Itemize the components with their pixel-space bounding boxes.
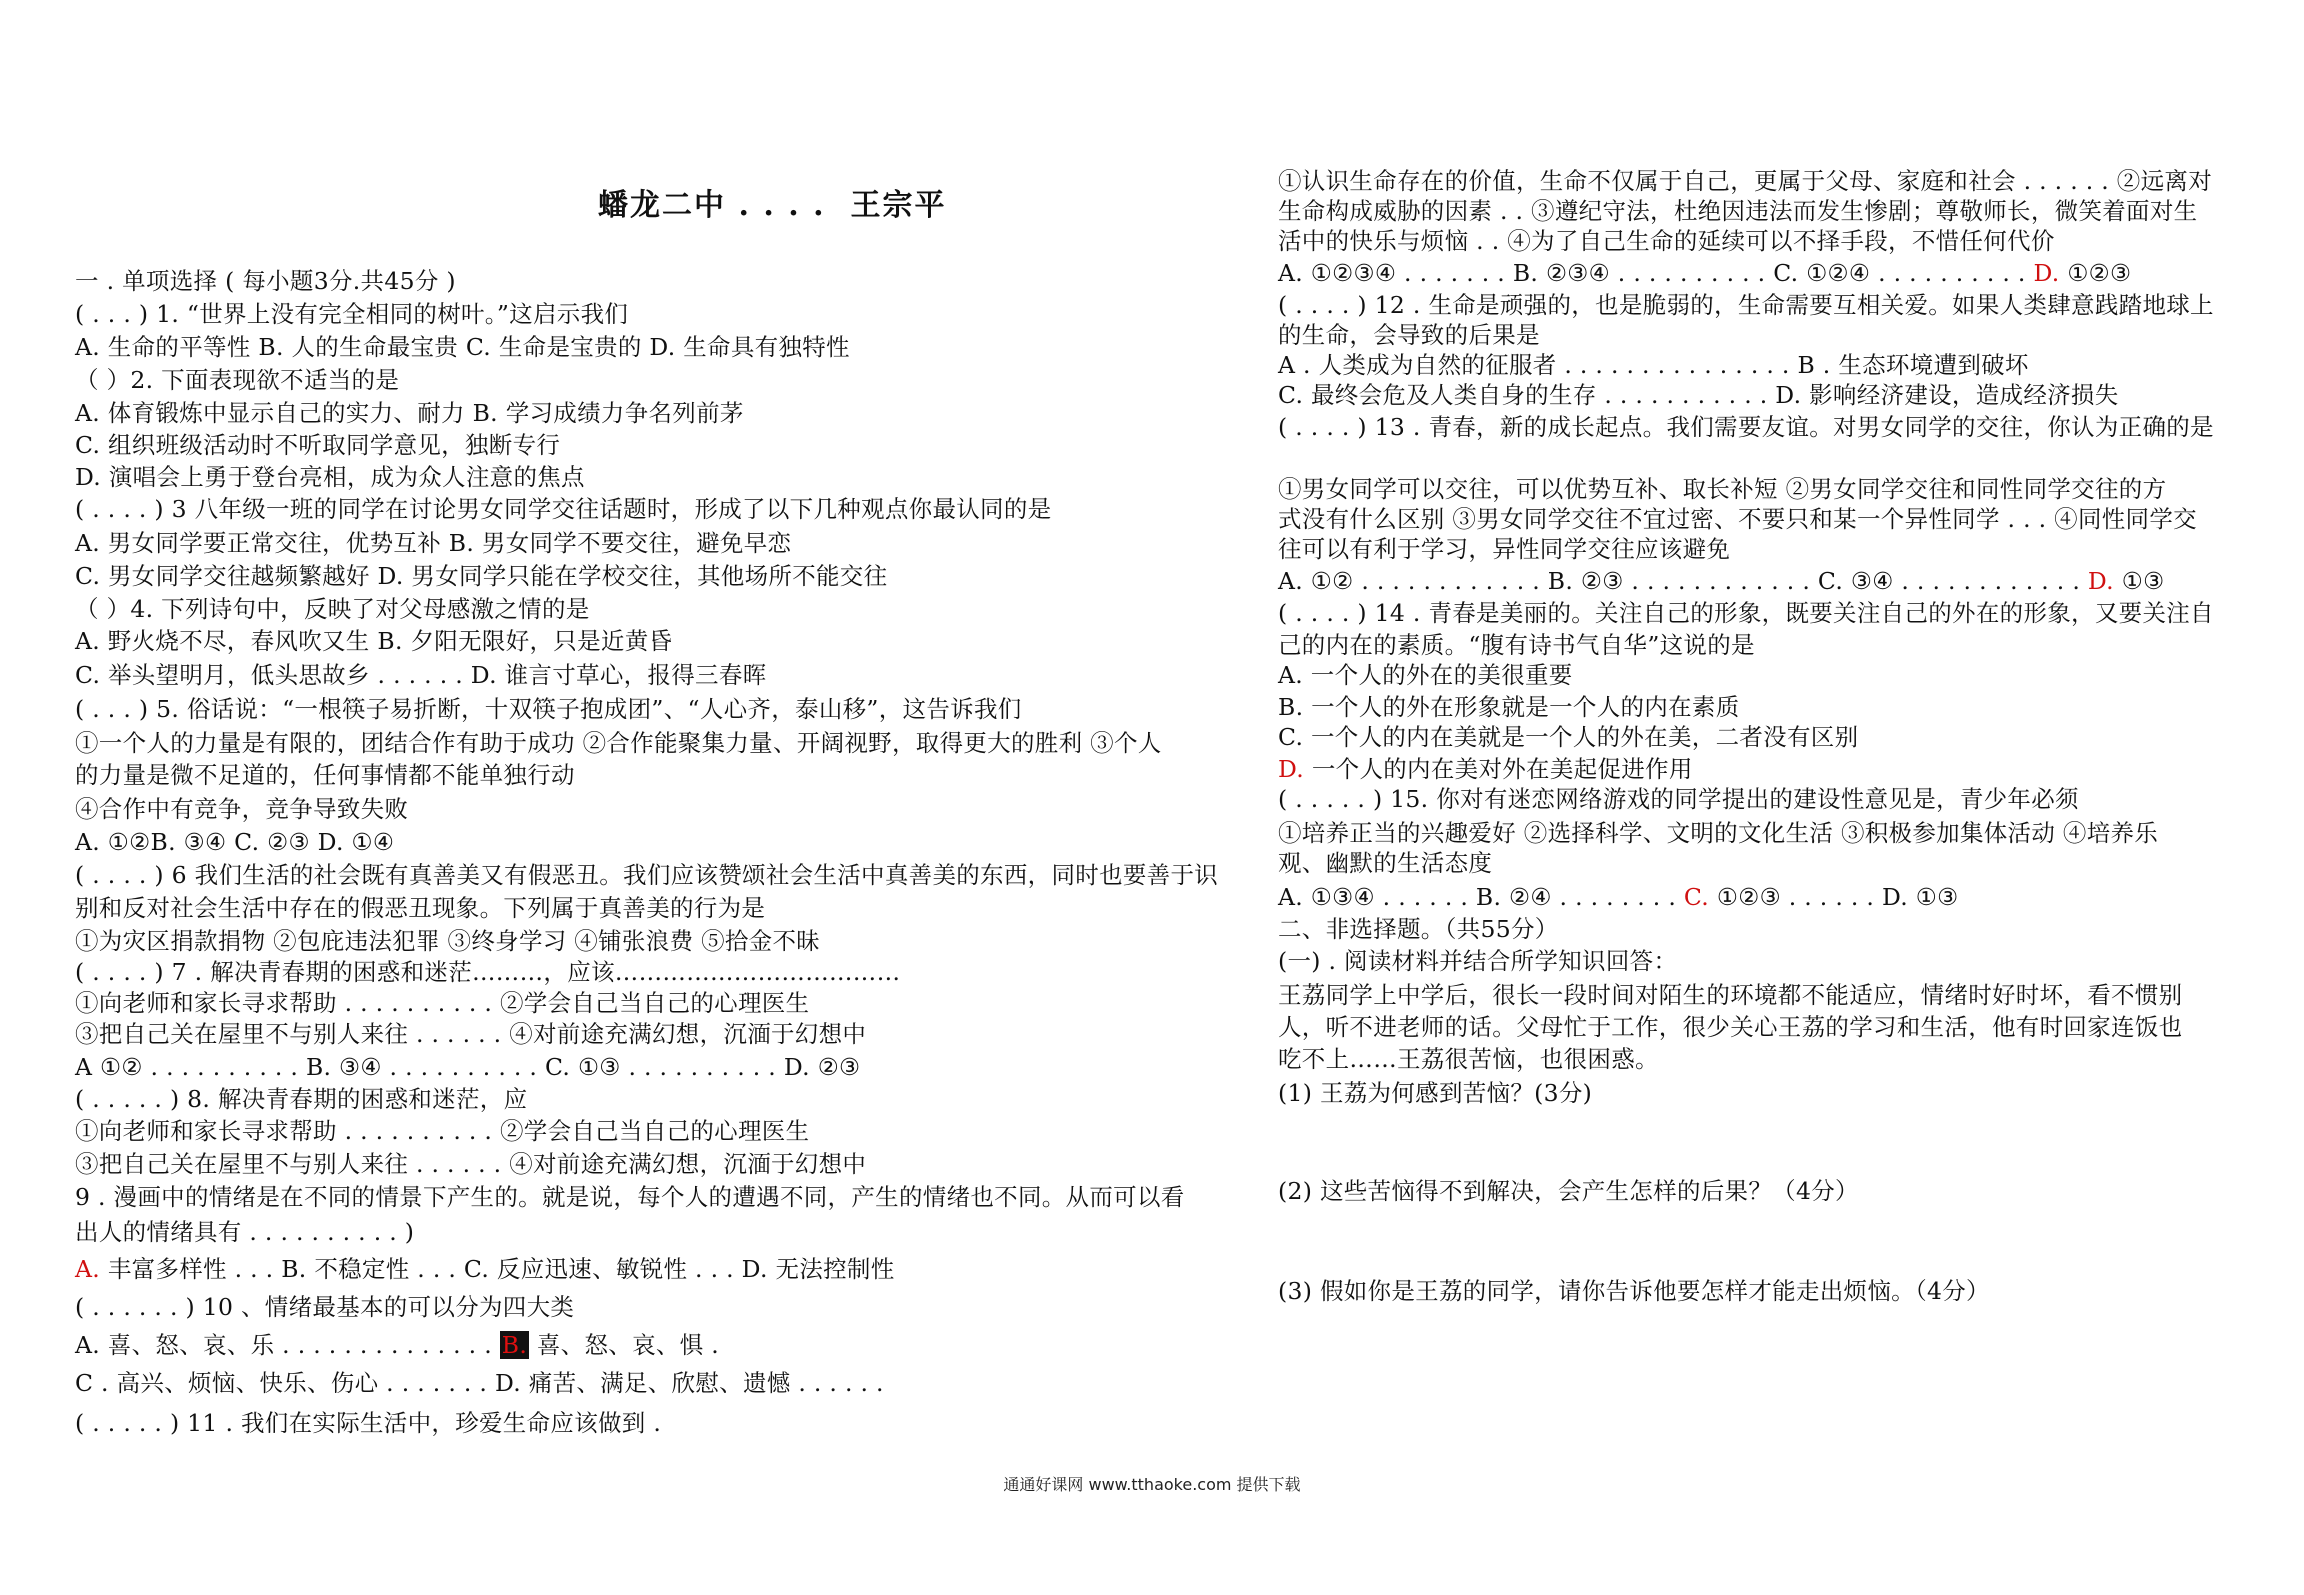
line-text: C. 男女同学交往越频繁越好 D. 男女同学只能在学校交往，其他场所不能交往 (75, 562, 888, 590)
line-text: ①②③ (2059, 259, 2132, 287)
line-text: C . 高兴、烦恼、快乐、伤心 . . . . . . . D. 痛苦、满足、欣慰、遗憾 . . . . . . (75, 1369, 884, 1397)
left-line (75, 1217, 414, 1247)
right-line (1278, 946, 1677, 976)
line-text: 一 . 单项选择 ( 每小题3分.共45分 ) (75, 267, 456, 295)
line-text: ( . . . . . ) 11 . 我们在实际生活中，珍爱生命应该做到 . (75, 1409, 662, 1437)
answer-mark: C. (1683, 883, 1710, 911)
line-text: 生命构成威胁的因素 . . ③遵纪守法，杜绝因违法而发生惨剧；尊敬师长，微笑着面对生 (1278, 197, 2198, 225)
right-line (1278, 566, 2164, 596)
right-line (1278, 980, 2182, 1010)
right-line (1278, 1044, 1659, 1074)
line-text: 人，听不进老师的话。父母忙于工作，很少关心王荔的学习和生活，他有时回家连饭也 (1278, 1013, 2183, 1041)
left-line (75, 528, 791, 558)
line-text: ( . . . . . ) 8. 解决青春期的困惑和迷茫，应 (75, 1085, 528, 1113)
left-line (75, 1408, 661, 1438)
answer-mark: D. (2033, 259, 2060, 287)
line-text: ④合作中有竞争，竞争导致失败 (75, 795, 409, 823)
line-text: 往可以有利于学习，异性同学交往应该避免 (1278, 535, 1731, 563)
line-text: ①男女同学可以交往，可以优势互补、取长补短 ②男女同学交往和同性同学交往的方 (1278, 475, 2167, 503)
line-text: ( . . . . . . ) 10 、情绪最基本的可以分为四大类 (75, 1293, 575, 1321)
line-text: ①认识生命存在的价值，生命不仅属于自己，更属于父母、家庭和社会 . . . . . . ②远离对 (1278, 167, 2213, 195)
right-line (1278, 226, 2055, 256)
left-line (75, 299, 628, 329)
left-line (75, 398, 744, 428)
line-text: A. 体育锻炼中显示自己的实力、耐力 B. 学习成绩力争名列前茅 (75, 399, 744, 427)
left-line (75, 760, 575, 790)
line-text: ( . . . . ) 14 . 青春是美丽的。关注自己的形象，既要关注自己的外在的形象，又要关注自 (1278, 599, 2214, 627)
line-text: （ ）2. 下面表现欲不适当的是 (75, 366, 400, 394)
line-prefix: A. 喜、怒、哀、乐 . . . . . . . . . . . . . . (75, 1331, 500, 1359)
line-text: ③把自己关在屋里不与别人来往 . . . . . . ④对前途充满幻想，沉湎于幻想中 (75, 1020, 867, 1048)
left-line (75, 1116, 809, 1146)
line-text: ( . . . . . ) 15. 你对有迷恋网络游戏的同学提出的建设性意见是，青少年必须 (1278, 785, 2079, 813)
left-line (75, 1254, 895, 1284)
right-line (1278, 1078, 1592, 1108)
line-text: 喜、怒、哀、惧 . (529, 1331, 720, 1359)
left-line (75, 1084, 527, 1114)
right-line (1278, 1176, 1859, 1206)
right-line (1278, 504, 2197, 534)
line-text: ( . . . ) 1. “世界上没有完全相同的树叶。”这启示我们 (75, 300, 629, 328)
left-line (75, 494, 1051, 524)
line-text: ①③ (2113, 567, 2165, 595)
right-line (1278, 914, 1559, 944)
right-line (1278, 630, 1755, 660)
left-line (75, 926, 820, 956)
right-line (1278, 258, 2131, 288)
right-line (1278, 350, 2029, 380)
line-text: ①向老师和家长寻求帮助 . . . . . . . . . . ②学会自己当自己的心理医生 (75, 1117, 810, 1145)
page-title: 蟠龙二中 . . . . 王宗平 (598, 188, 947, 223)
line-text: B. 一个人的外在形象就是一个人的内在素质 (1278, 693, 1740, 721)
left-line (75, 1149, 866, 1179)
right-line (1278, 818, 2158, 848)
line-text: ①为灾区捐款捐物 ②包庇违法犯罪 ③终身学习 ④铺张浪费 ⑤拾金不昧 (75, 927, 821, 955)
left-line (75, 957, 900, 987)
left-line (75, 332, 850, 362)
highlighted-answer-mark: B. (501, 1331, 528, 1359)
right-line (1278, 722, 1858, 752)
right-line (1278, 1276, 1990, 1306)
line-text: ①培养正当的兴趣爱好 ②选择科学、文明的文化生活 ③积极参加集体活动 ④培养乐 (1278, 819, 2159, 847)
left-line (75, 1019, 866, 1049)
line-text: (一) . 阅读材料并结合所学知识回答： (1278, 947, 1678, 975)
line-text: ( . . . . ) 12 . 生命是顽强的，也是脆弱的，生命需要互相关爱。如果人类肆意践踏地球上 (1278, 291, 2214, 319)
answer-mark: D. (1278, 755, 1305, 783)
line-text: A . 人类成为自然的征服者 . . . . . . . . . . . . . . . B . 生态环境遭到破坏 (1278, 351, 2029, 379)
right-line (1278, 412, 2214, 442)
line-prefix: A. ①② . . . . . . . . . . . . B. ②③ . . . . . . . . . . . . C. ③④ . . . . . . . . . . . . (1278, 567, 2088, 595)
left-line (75, 860, 1218, 890)
right-line (1278, 1012, 2182, 1042)
left-line (75, 728, 1162, 758)
left-line (75, 626, 672, 656)
left-line (75, 266, 456, 296)
left-line (75, 827, 394, 857)
left-line (75, 794, 408, 824)
line-text: A ①② . . . . . . . . . . B. ③④ . . . . . . . . . . C. ①③ . . . . . . . . . . D. ②③ (75, 1053, 861, 1081)
left-line (75, 893, 765, 923)
left-line (75, 1182, 1185, 1212)
line-text: 的生命，会导致的后果是 (1278, 321, 1540, 349)
line-text: 观、幽默的生活态度 (1278, 849, 1493, 877)
line-text: 9 . 漫画中的情绪是在不同的情景下产生的。就是说，每个人的遭遇不同，产生的情绪也不同。从而可以看 (75, 1183, 1185, 1211)
left-line (75, 694, 1022, 724)
line-text: A. 野火烧不尽，春风吹又生 B. 夕阳无限好，只是近黄昏 (75, 627, 673, 655)
right-line (1278, 320, 1540, 350)
footer-watermark[interactable]: 通通好课网 www.tthaoke.com 提供下载 (1003, 1475, 1301, 1494)
line-text: (3) 假如你是王荔的同学，请你告诉他要怎样才能走出烦恼。（4分） (1278, 1277, 1990, 1305)
line-text: A. 生命的平等性 B. 人的生命最宝贵 C. 生命是宝贵的 D. 生命具有独特性 (75, 333, 850, 361)
line-text: D. 演唱会上勇于登台亮相，成为众人注意的焦点 (75, 463, 585, 491)
right-line (1278, 380, 2119, 410)
right-line (1278, 534, 1730, 564)
right-line (1278, 784, 2079, 814)
answer-mark: D. (2087, 567, 2114, 595)
right-line (1278, 692, 1740, 722)
right-line (1278, 754, 1693, 784)
line-text: ( . . . ) 5. 俗话说：“一根筷子易折断，十双筷子抱成团”、“人心齐，泰山移”，这告诉我们 (75, 695, 1022, 723)
line-text: A. 男女同学要正常交往，优势互补 B. 男女同学不要交往，避免早恋 (75, 529, 792, 557)
left-line (75, 594, 590, 624)
line-text: ( . . . . ) 6 我们生活的社会既有真善美又有假恶丑。我们应该赞颂社会生活中真善美的东西，同时也要善于识 (75, 861, 1219, 889)
line-text: 的力量是微不足道的，任何事情都不能单独行动 (75, 761, 575, 789)
answer-mark: A. (75, 1255, 101, 1283)
line-text: 吃不上……王荔很苦恼，也很困惑。 (1278, 1045, 1659, 1073)
line-text: C. 组织班级活动时不听取同学意见，独断专行 (75, 431, 561, 459)
left-line (75, 365, 399, 395)
right-line (1278, 660, 1573, 690)
line-text: 活中的快乐与烦恼 . . ④为了自己生命的延续可以不择手段，不惜任何代价 (1278, 227, 2055, 255)
right-line (1278, 598, 2214, 628)
left-line (75, 660, 766, 690)
line-text: 一个人的内在美对外在美起促进作用 (1304, 755, 1693, 783)
left-line (75, 1368, 884, 1398)
line-text: A. 一个人的外在的美很重要 (1278, 661, 1573, 689)
line-text: (1) 王荔为何感到苦恼？(3分) (1278, 1079, 1593, 1107)
left-line (75, 1052, 860, 1082)
line-text: 别和反对社会生活中存在的假恶丑现象。下列属于真善美的行为是 (75, 894, 766, 922)
line-text: ①向老师和家长寻求帮助 . . . . . . . . . . ②学会自己当自己的心理医生 (75, 989, 810, 1017)
right-line (1278, 848, 1492, 878)
line-prefix: A. ①②③④ . . . . . . . B. ②③④ . . . . . . . . . . C. ①②④ . . . . . . . . . . (1278, 259, 2034, 287)
line-text: (2) 这些苦恼得不到解决，会产生怎样的后果？（4分） (1278, 1177, 1859, 1205)
line-text: ( . . . . ) 13 . 青春，新的成长起点。我们需要友谊。对男女同学的交往，你认为正确的是 (1278, 413, 2214, 441)
line-text: 王荔同学上中学后，很长一段时间对陌生的环境都不能适应，情绪时好时坏，看不惯别 (1278, 981, 2183, 1009)
right-line (1278, 290, 2214, 320)
left-line (75, 988, 809, 1018)
right-line (1278, 196, 2197, 226)
right-line (1278, 166, 2212, 196)
line-text: ①一个人的力量是有限的，团结合作有助于成功 ②合作能聚集力量、开阔视野，取得更大的胜利 ③个人 (75, 729, 1162, 757)
line-text: C. 举头望明月，低头思故乡 . . . . . . D. 谁言寸草心，报得三春晖 (75, 661, 767, 689)
line-text: 式没有什么区别 ③男女同学交往不宜过密、不要只和某一个异性同学 . . . ④同性同学交 (1278, 505, 2197, 533)
left-line (75, 430, 560, 460)
left-line (75, 462, 585, 492)
line-text: C. 一个人的内在美就是一个人的外在美，二者没有区别 (1278, 723, 1859, 751)
line-prefix: A. ①③④ . . . . . . B. ②④ . . . . . . . . (1278, 883, 1684, 911)
line-text: ③把自己关在屋里不与别人来往 . . . . . . ④对前途充满幻想，沉湎于幻想中 (75, 1150, 867, 1178)
left-line (75, 561, 887, 591)
right-line (1278, 474, 2166, 504)
line-text: ( . . . . ) 3 八年级一班的同学在讨论男女同学交往话题时，形成了以下几种观点你最认同的是 (75, 495, 1052, 523)
line-text: （ ）4. 下列诗句中，反映了对父母感激之情的是 (75, 595, 590, 623)
line-text: 己的内在的素质。“腹有诗书气自华”这说的是 (1278, 631, 1755, 659)
line-text: 出人的情绪具有 . . . . . . . . . . ) (75, 1218, 415, 1246)
line-text: ( . . . . ) 7 . 解决青春期的困惑和迷茫………，应该……………………………… (75, 958, 901, 986)
left-line (75, 1292, 574, 1322)
line-text: 二、非选择题。（共55分） (1278, 915, 1559, 943)
line-text: ①②③ . . . . . . D. ①③ (1709, 883, 1959, 911)
line-text: C. 最终会危及人类自身的生存 . . . . . . . . . . . D. 影响经济建设，造成经济损失 (1278, 381, 2119, 409)
line-text: 丰富多样性 . . . B. 不稳定性 . . . C. 反应迅速、敏锐性 . . . D. 无法控制性 (100, 1255, 895, 1283)
line-text: A. ①②B. ③④ C. ②③ D. ①④ (75, 828, 395, 856)
left-line (75, 1330, 719, 1360)
right-line (1278, 882, 1959, 912)
